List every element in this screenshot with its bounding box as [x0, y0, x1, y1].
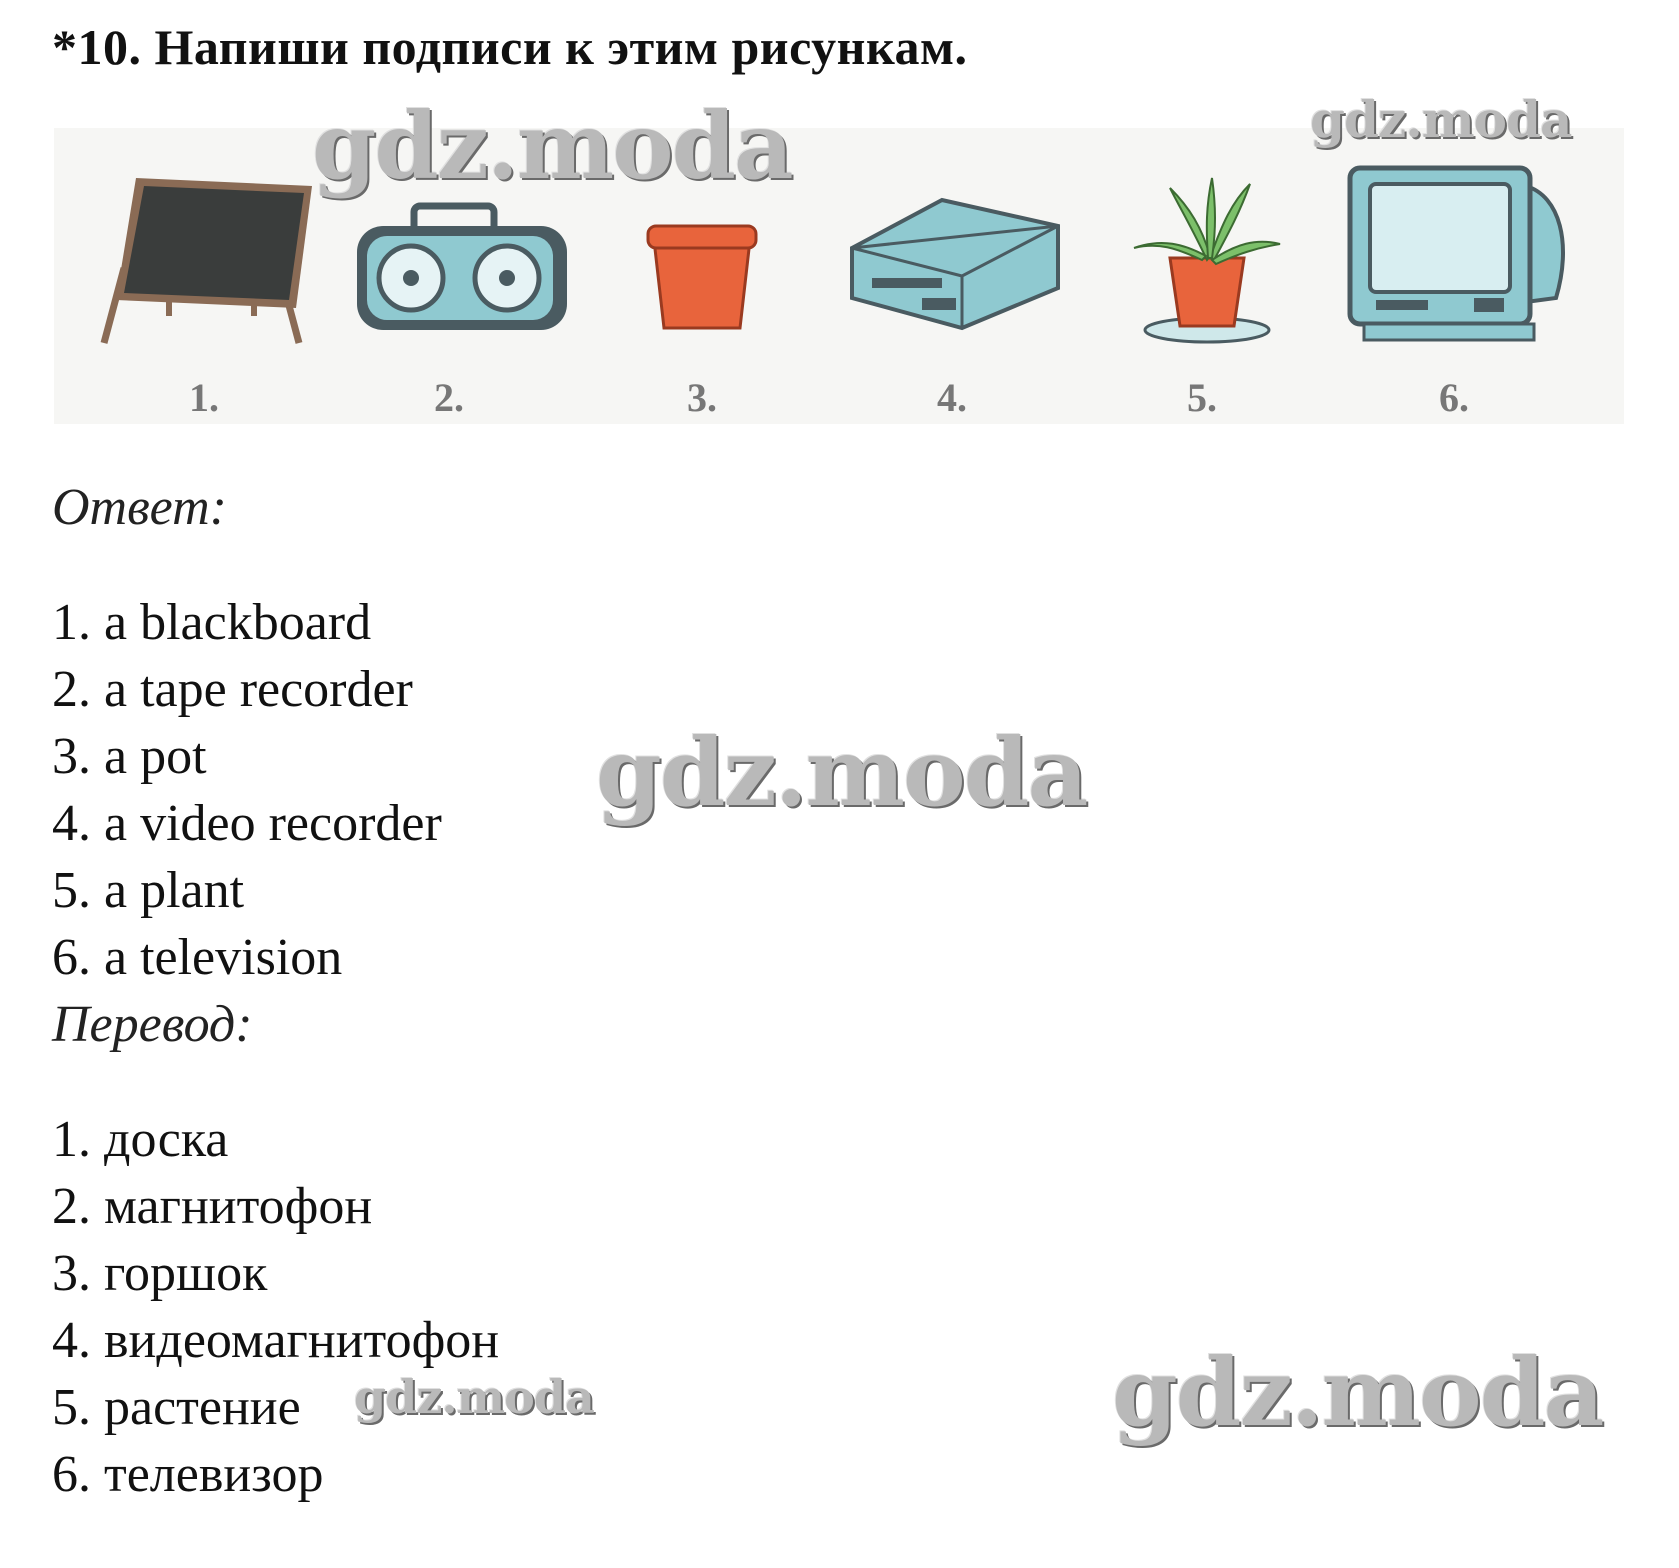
watermark: gdz.moda [1310, 90, 1572, 149]
pictures-strip [54, 128, 1624, 424]
watermark: gdz.moda [312, 92, 792, 200]
list-item: 2. магнитофон [52, 1178, 373, 1235]
picture-1 [74, 148, 334, 424]
list-item: 6. a television [52, 929, 343, 986]
picture-number: 5. [1187, 375, 1217, 420]
picture-5 [1072, 148, 1332, 424]
list-item: 1. доска [52, 1111, 229, 1168]
television-icon [1324, 148, 1584, 358]
list-item: 4. a video recorder [52, 795, 442, 852]
watermark: gdz.moda [596, 718, 1087, 828]
picture-6 [1324, 148, 1584, 424]
list-item: 3. горшок [52, 1245, 268, 1302]
picture-number: 6. [1439, 375, 1469, 420]
picture-number: 4. [937, 375, 967, 420]
translation-list [52, 1106, 499, 1508]
blackboard-icon [74, 148, 334, 358]
translation-label: Перевод: [52, 996, 253, 1053]
answer-list [52, 589, 442, 991]
answer-label: Ответ: [52, 479, 227, 536]
list-item: 2. a tape recorder [52, 661, 413, 718]
list-item: 6. телевизор [52, 1446, 324, 1503]
list-item: 1. a blackboard [52, 594, 372, 651]
watermark: gdz.moda [354, 1370, 594, 1424]
picture-number: 3. [687, 375, 717, 420]
watermark: gdz.moda [1112, 1338, 1603, 1448]
plant-icon [1072, 148, 1332, 358]
list-item: 4. видеомагнитофон [52, 1312, 500, 1369]
picture-number: 1. [189, 375, 219, 420]
list-item: 5. a plant [52, 862, 245, 919]
video-recorder-icon [822, 148, 1082, 358]
list-item: 5. растение [52, 1379, 301, 1436]
picture-number: 2. [434, 375, 464, 420]
task-title: *10. Напиши подписи к этим рисункам. [52, 19, 968, 75]
list-item: 3. a pot [52, 728, 207, 785]
picture-4 [822, 148, 1082, 424]
